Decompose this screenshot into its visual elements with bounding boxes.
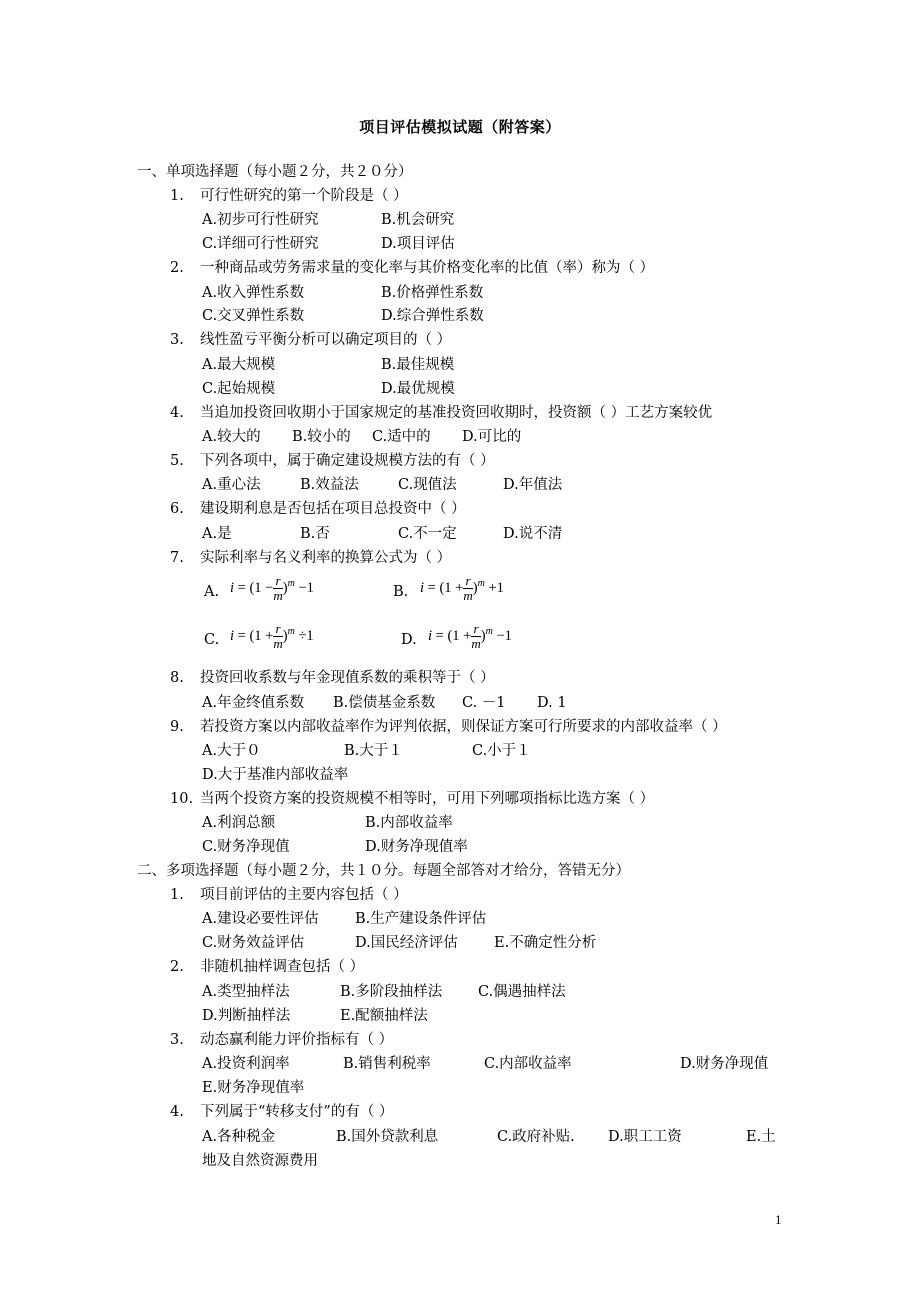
option-b: B.大于１ [344,743,403,759]
option-e: E.财务净现值率 [202,1080,305,1096]
option-a: A.年金终值系数 [202,695,305,711]
question-number: 6. [170,501,184,517]
question-8 [170,669,495,687]
option-c: C.小于１ [472,743,531,759]
option-b: B.较小的 [292,429,351,445]
option-e: E.不确定性分析 [494,935,597,951]
option-b: B.偿债基金系数 [333,695,436,711]
option-d: D.国民经济评估 [355,935,458,951]
option-c: C.财务效益评估 [202,935,305,951]
option-c: C. －1 [462,695,506,711]
option-d: D.年值法 [503,477,563,493]
option-c: C.适中的 [372,429,431,445]
option-a: A.类型抽样法 [202,984,290,1000]
option-c: C.政府补贴. [497,1129,575,1145]
option-d: D.项目评估 [381,236,455,252]
option-a: A.是 [202,526,232,542]
option-a: A.收入弹性系数 [202,285,305,301]
option-d: D.说不清 [503,526,563,542]
question-number: 1. [170,188,184,204]
option-c: C.财务净现值 [202,839,290,855]
formula-b: i = (1 + $\frac{r}{m}$ )$^m$ +1 [420,573,504,603]
question-5 [170,452,495,470]
option-c: C.详细可行性研究 [202,236,319,252]
option-a: A.较大的 [202,429,261,445]
option-a: A.投资利润率 [202,1056,290,1072]
question-9 [170,718,727,736]
option-c: C.不一定 [398,526,457,542]
formula-d: i = (1 + $\frac{r}{m}$ )$^m$ −1 [428,621,512,651]
option-a: A.最大规模 [202,357,276,373]
question-text: 建设期利息是否包括在项目总投资中（ ） [200,501,466,517]
question-number: 5. [170,453,184,469]
option-a: A.各种税金 [202,1129,276,1145]
option-c: C.起始规模 [202,381,276,397]
option-c-label: C. [204,632,220,648]
section-heading-single-choice: 一、单项选择题（每小题２分，共２０分） [137,164,413,180]
question-number: 1. [170,887,184,903]
formula-a: i = (1 − $\frac{r}{m}$ )$^m$ −1 [230,573,314,603]
question-text: 实际利率与名义利率的换算公式为（ ） [200,550,452,566]
option-b: B.销售利税率 [343,1056,431,1072]
question-text: 可行性研究的第一个阶段是（ ） [200,188,408,204]
question-text: 动态赢利能力评价指标有（ ） [200,1032,394,1048]
option-d: D.判断抽样法 [202,1008,291,1024]
question-1 [170,886,408,904]
question-text: 线性盈亏平衡分析可以确定项目的（ ） [200,332,452,348]
option-c: C.交叉弹性系数 [202,308,305,324]
question-text: 一种商品或劳务需求量的变化率与其价格变化率的比值（率）称为（ ） [200,260,655,276]
option-d: D.综合弹性系数 [381,308,484,324]
option-b: B.生产建设条件评估 [355,911,487,927]
option-d-label: D. [401,632,417,648]
option-b: B.否 [300,526,330,542]
option-e-continued: 地及自然资源费用 [202,1153,318,1169]
page-number: 1 [775,1212,782,1227]
question-4 [170,404,712,422]
option-b: B.国外贷款利息 [336,1129,439,1145]
question-number: 8. [170,670,184,686]
option-a-label: A. [204,584,220,600]
formula-c: i = (1 + $\frac{r}{m}$ )$^m$ ÷1 [230,621,314,651]
question-text: 当追加投资回收期小于国家规定的基准投资回收期时，投资额（ ）工艺方案较优 [200,405,713,421]
page-title: 项目评估模拟试题（附答案） [359,118,561,136]
option-d: D.财务净现值 [680,1056,769,1072]
question-7 [170,549,451,567]
option-e: E.配额抽样法 [340,1008,428,1024]
option-b: B.内部收益率 [365,815,453,831]
question-6 [170,500,466,518]
question-text: 若投资方案以内部收益率作为评判依据，则保证方案可行所要求的内部收益率（ ） [200,719,727,735]
option-b: B.效益法 [300,477,359,493]
question-number: 2. [170,260,184,276]
section-heading-multiple-choice: 二、多项选择题（每小题２分，共１０分。每题全部答对才给分，答错无分） [137,863,630,879]
question-text: 下列属于“转移支付”的有（ ） [200,1104,394,1120]
option-e-start: E.土 [746,1129,776,1145]
question-number: 4. [170,405,184,421]
question-2 [170,958,364,976]
question-1 [170,187,408,205]
option-d: D.大于基准内部收益率 [202,767,349,783]
question-number: 3. [170,332,184,348]
question-number: 2. [170,959,184,975]
option-d: D.财务净现值率 [365,839,468,855]
option-b: B.机会研究 [381,212,455,228]
question-number: 10. [170,791,194,807]
option-a: A.大于０ [202,743,261,759]
question-number: 3. [170,1032,184,1048]
option-d: D.最优规模 [381,381,455,397]
question-2 [170,259,654,277]
option-b: B.最佳规模 [381,357,455,373]
option-b-label: B. [393,584,409,600]
question-text: 非随机抽样调查包括（ ） [200,959,365,975]
option-c: C.现值法 [398,477,457,493]
option-c: C.偶遇抽样法 [478,984,566,1000]
option-d: D. 1 [537,695,567,711]
question-text: 项目前评估的主要内容包括（ ） [200,887,408,903]
question-text: 当两个投资方案的投资规模不相等时，可用下列哪项指标比选方案（ ） [200,791,655,807]
question-number: 9. [170,719,184,735]
option-a: A.建设必要性评估 [202,911,319,927]
option-b: B.价格弹性系数 [381,285,484,301]
question-number: 7. [170,550,184,566]
option-b: B.多阶段抽样法 [340,984,443,1000]
option-a: A.利润总额 [202,815,276,831]
question-3 [170,1031,393,1049]
option-d: D.可比的 [462,429,522,445]
question-10 [170,790,654,808]
option-a: A.初步可行性研究 [202,212,319,228]
question-text: 投资回收系数与年金现值系数的乘积等于（ ） [200,670,495,686]
question-text: 下列各项中，属于确定建设规模方法的有（ ） [200,453,495,469]
question-number: 4. [170,1104,184,1120]
option-a: A.重心法 [202,477,261,493]
question-3 [170,331,451,349]
question-4 [170,1103,393,1121]
option-d: D.职工工资 [608,1129,682,1145]
option-c: C.内部收益率 [484,1056,572,1072]
